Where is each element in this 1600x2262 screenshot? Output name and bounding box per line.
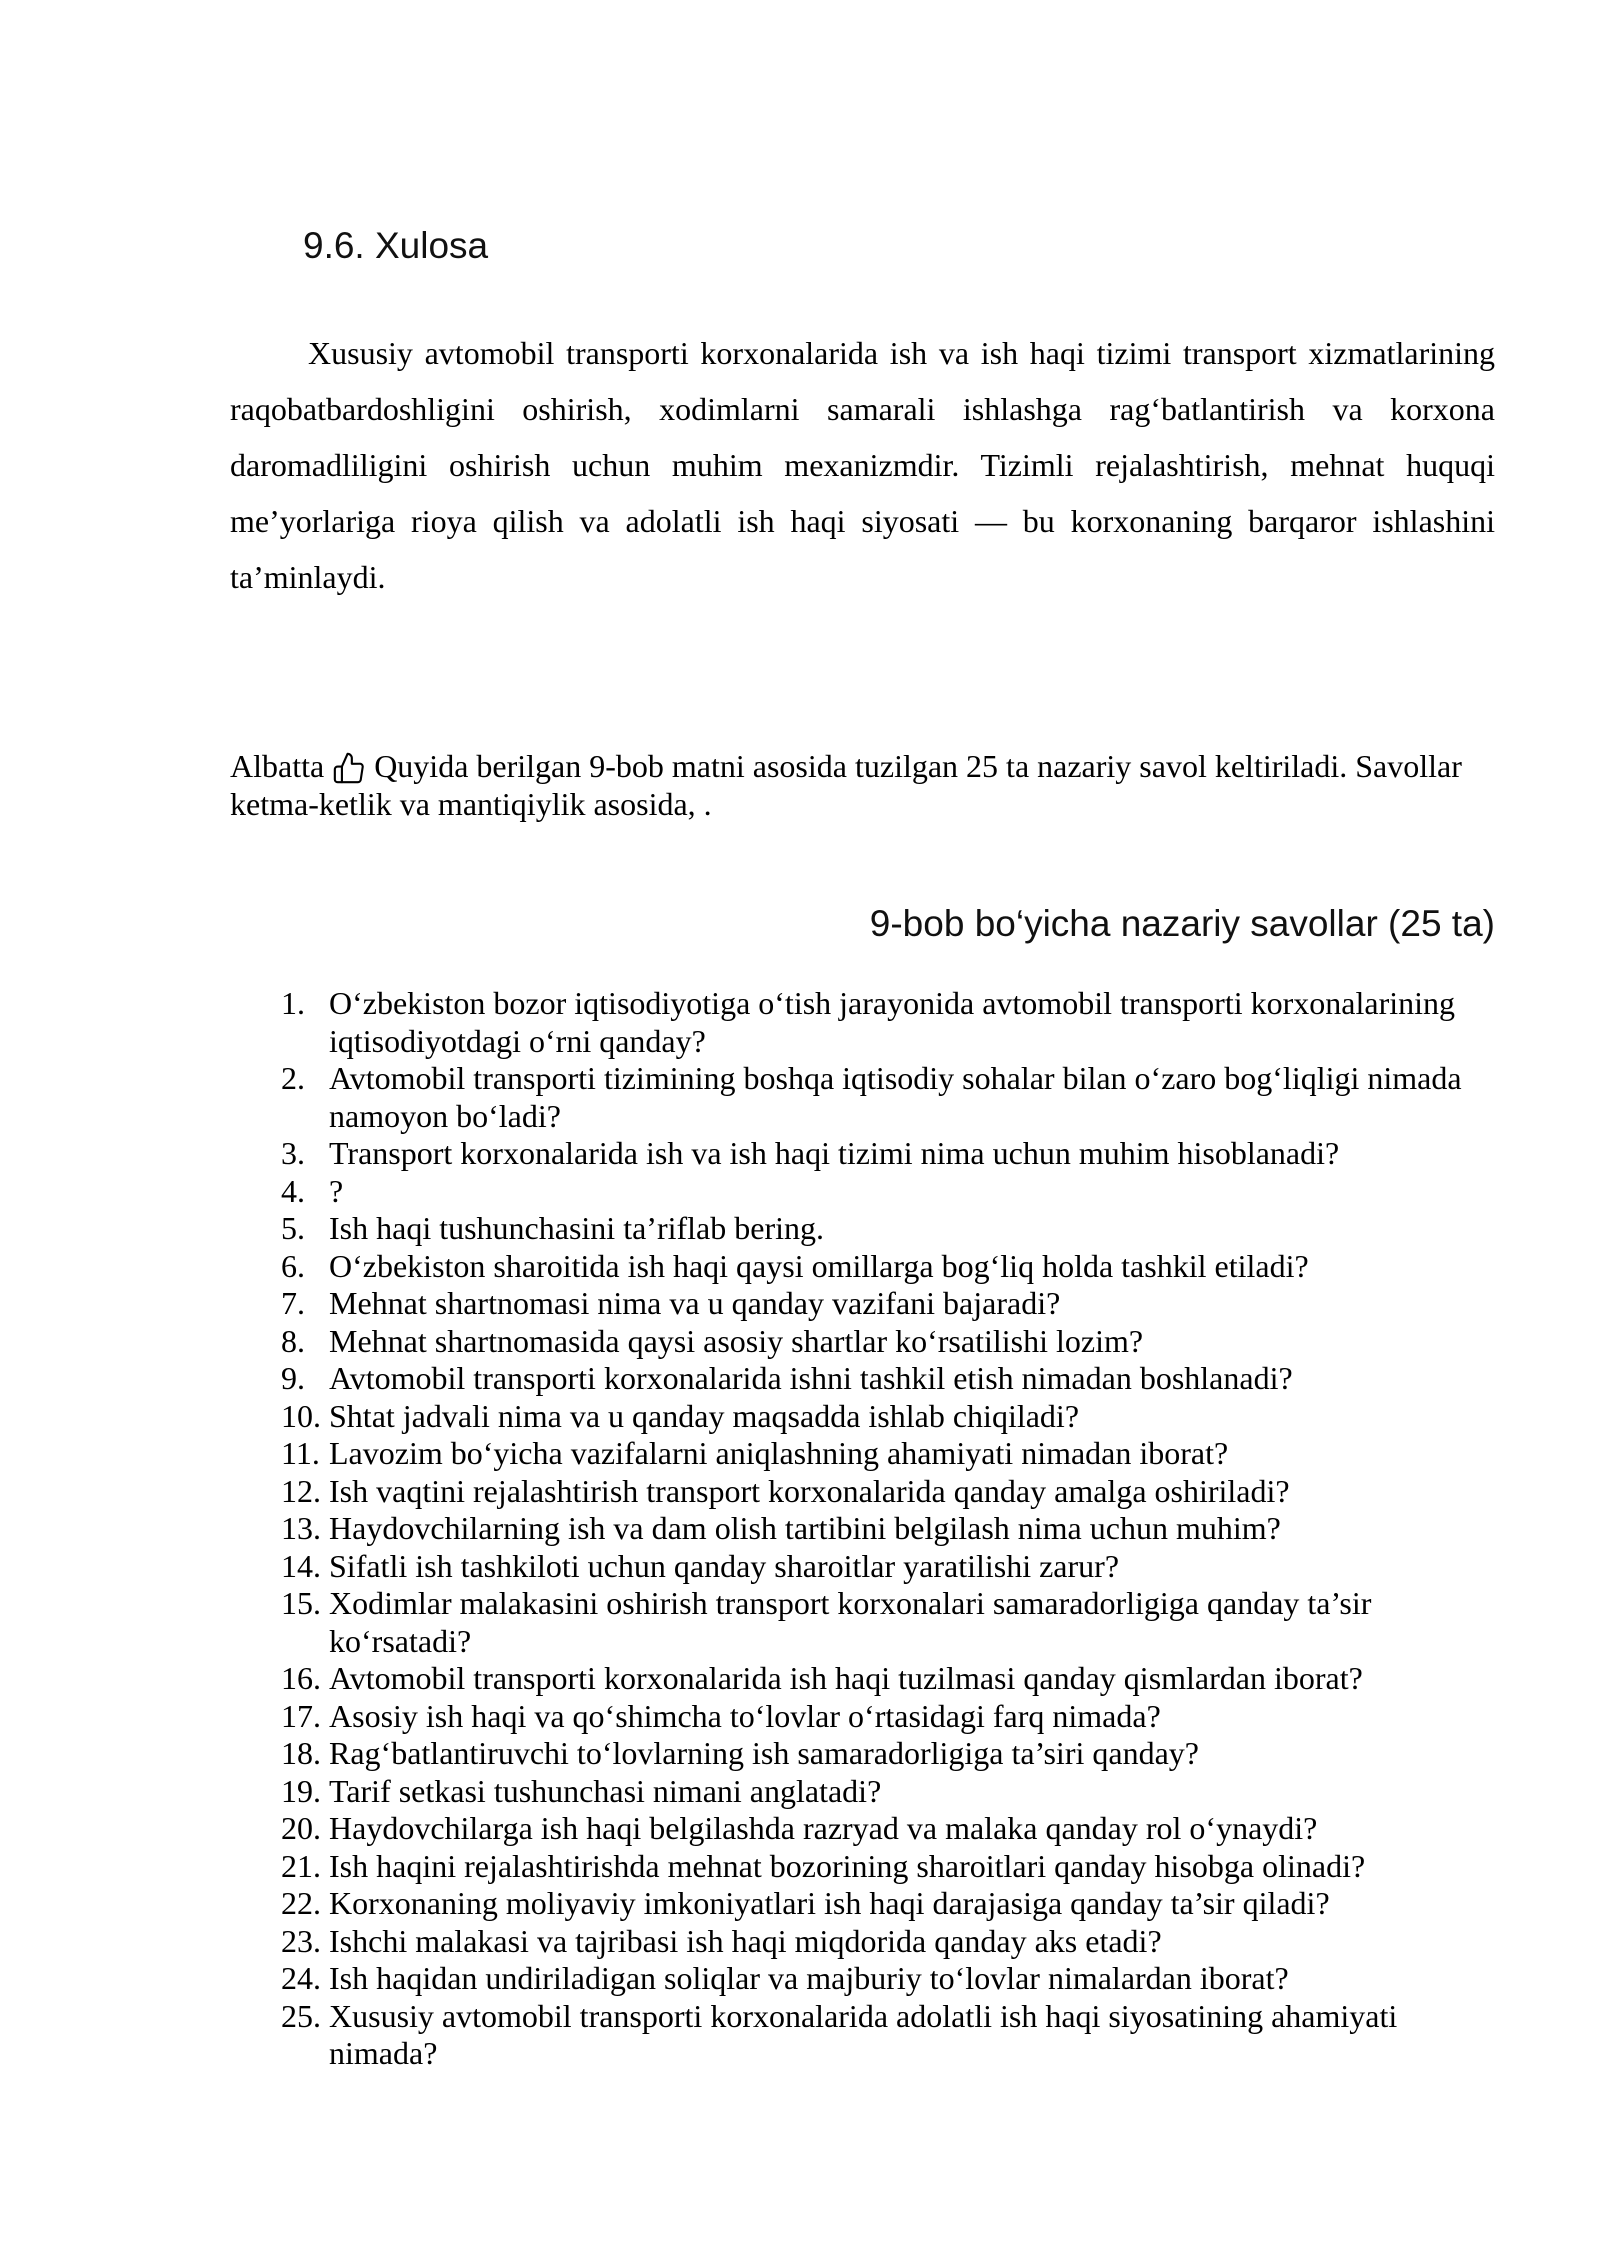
question-item [281, 1810, 1495, 1848]
question-number: 11. [281, 1435, 320, 1471]
question-text: Shtat jadvali nima va u qanday maqsadda ishlab chiqiladi? [329, 1397, 1080, 1434]
question-text: Korxonaning moliyaviy imkoniyatlari ish haqi darajasiga qanday ta’sir qiladi? [329, 1885, 1330, 1921]
conclusion-line: ta’minlaydi. [230, 559, 386, 595]
question-number: 6. [281, 1247, 305, 1284]
question-number: 2. [281, 1060, 305, 1096]
question-item [281, 1473, 1495, 1511]
question-item [281, 1998, 1495, 2073]
question-text: Lavozim bo‘yicha vazifalarni aniqlashning ahamiyati nimadan iborat? [329, 1435, 1229, 1471]
question-item [281, 1585, 1495, 1660]
question-text: Ish haqini rejalashtirishda mehnat bozorining sharoitlari qanday hisobga olinadi? [329, 1847, 1366, 1884]
question-text: O‘zbekiston sharoitida ish haqi qaysi omillarga bog‘liq holda tashkil etiladi? [329, 1247, 1309, 1284]
conclusion-paragraph [230, 325, 1495, 605]
question-item [281, 1360, 1495, 1398]
question-number: 12. [281, 1472, 321, 1509]
question-number: 16. [281, 1660, 321, 1696]
question-number: 17. [281, 1697, 321, 1734]
question-number: 19. [281, 1772, 321, 1809]
question-number: 7. [281, 1285, 305, 1321]
question-item [281, 1960, 1495, 1998]
question-text: Sifatli ish tashkiloti uchun qanday sharoitlar yaratilishi zarur? [329, 1547, 1120, 1584]
question-item [281, 1698, 1495, 1736]
question-item [281, 1173, 1495, 1211]
question-number: 23. [281, 1922, 321, 1959]
question-text: Haydovchilarga ish haqi belgilashda razryad va malaka qanday rol o‘ynaydi? [329, 1810, 1318, 1846]
thumbs-up-icon [332, 751, 366, 785]
question-number: 5. [281, 1210, 305, 1246]
question-number: 24. [281, 1960, 321, 1996]
question-text: Mehnat shartnomasi nima va u qanday vazifani bajaradi? [329, 1285, 1061, 1321]
question-text: Transport korxonalarida ish va ish haqi tizimi nima uchun muhim hisoblanadi? [329, 1135, 1340, 1171]
question-item [281, 1323, 1495, 1361]
question-text: Avtomobil transporti korxonalarida ish haqi tuzilmasi qanday qismlardan iborat? [329, 1660, 1363, 1696]
intro-paragraph [230, 747, 1495, 823]
question-number: 1. [281, 985, 305, 1021]
question-text: Tarif setkasi tushunchasi nimani anglatadi? [329, 1772, 882, 1809]
questions-heading: 9-bob bo‘yicha nazariy savollar (25 ta) [869, 903, 1495, 944]
question-item [281, 1548, 1495, 1586]
question-text: Haydovchilarning ish va dam olish tartibini belgilash nima uchun muhim? [329, 1510, 1281, 1546]
question-number: 9. [281, 1360, 305, 1396]
question-item [281, 1848, 1495, 1886]
question-text: Avtomobil transporti tizimining boshqa iqtisodiy sohalar bilan o‘zaro bog‘liqligi nimada namoyon bo‘ladi? [329, 1060, 1462, 1134]
question-number: 14. [281, 1547, 321, 1584]
question-item [281, 985, 1495, 1060]
question-item [281, 1510, 1495, 1548]
question-number: 3. [281, 1135, 305, 1171]
question-text: Ishchi malakasi va tajribasi ish haqi miqdorida qanday aks etadi? [329, 1922, 1162, 1959]
intro-line-1 [230, 747, 1495, 785]
question-number: 4. [281, 1172, 305, 1209]
question-item [281, 1435, 1495, 1473]
question-text: ? [329, 1172, 344, 1209]
question-item [281, 1773, 1495, 1811]
conclusion-line: daromadliligini oshirish uchun muhim mexanizmdir. Tizimli rejalashtirish, mehnat huquqi [230, 447, 1495, 483]
question-number: 8. [281, 1322, 305, 1359]
question-item [281, 1060, 1495, 1135]
question-item [281, 1210, 1495, 1248]
question-item [281, 1735, 1495, 1773]
question-item [281, 1923, 1495, 1961]
intro-line-2: ketma-ketlik va mantiqiylik asosida, . [230, 786, 712, 822]
question-number: 10. [281, 1397, 321, 1434]
question-item [281, 1285, 1495, 1323]
question-number: 21. [281, 1847, 321, 1884]
question-text: Xodimlar malakasini oshirish transport korxonalari samaradorligiga qanday ta’sir ko‘rsatadi? [329, 1585, 1372, 1659]
intro-text-before-icon: Albatta [230, 748, 325, 784]
question-text: Avtomobil transporti korxonalarida ishni tashkil etish nimadan boshlanadi? [329, 1360, 1293, 1396]
question-item [281, 1885, 1495, 1923]
conclusion-line: raqobatbardoshligini oshirish, xodimlarni samarali ishlashga rag‘batlantirish va korxona [230, 391, 1495, 427]
question-text: Xususiy avtomobil transporti korxonalarida adolatli ish haqi siyosatining ahamiyati nimada? [329, 1997, 1398, 2071]
conclusion-line: me’yorlariga rioya qilish va adolatli ish haqi siyosati — bu korxonaning barqaror ishlashini [230, 503, 1495, 539]
question-number: 25. [281, 1997, 321, 2034]
question-item [281, 1135, 1495, 1173]
question-text: O‘zbekiston bozor iqtisodiyotiga o‘tish jarayonida avtomobil transporti korxonalarining iqtisodiyotdagi o‘rni qanday? [329, 985, 1455, 1059]
question-text: Mehnat shartnomasida qaysi asosiy shartlar ko‘rsatilishi lozim? [329, 1322, 1144, 1359]
question-text: Ish haqidan undiriladigan soliqlar va majburiy to‘lovlar nimalardan iborat? [329, 1960, 1289, 1996]
question-number: 15. [281, 1585, 321, 1621]
question-item [281, 1248, 1495, 1286]
question-text: Ish haqi tushunchasini ta’riflab bering. [329, 1210, 824, 1246]
question-item [281, 1398, 1495, 1436]
conclusion-line: Xususiy avtomobil transporti korxonalarida ish va ish haqi tizimi transport xizmatlarining [308, 335, 1495, 371]
question-item [281, 1660, 1495, 1698]
question-number: 22. [281, 1885, 321, 1921]
question-number: 20. [281, 1810, 321, 1846]
question-number: 18. [281, 1735, 321, 1771]
section-heading: 9.6. Xulosa [303, 225, 489, 266]
question-text: Asosiy ish haqi va qo‘shimcha to‘lovlar o‘rtasidagi farq nimada? [329, 1697, 1161, 1734]
intro-text-after-icon: Quyida berilgan 9-bob matni asosida tuzilgan 25 ta nazariy savol keltiriladi. Savollar [374, 748, 1462, 784]
questions-list [281, 985, 1495, 2073]
question-number: 13. [281, 1510, 321, 1546]
question-text: Rag‘batlantiruvchi to‘lovlarning ish samaradorligiga ta’siri qanday? [329, 1735, 1199, 1771]
question-text: Ish vaqtini rejalashtirish transport korxonalarida qanday amalga oshiriladi? [329, 1472, 1290, 1509]
